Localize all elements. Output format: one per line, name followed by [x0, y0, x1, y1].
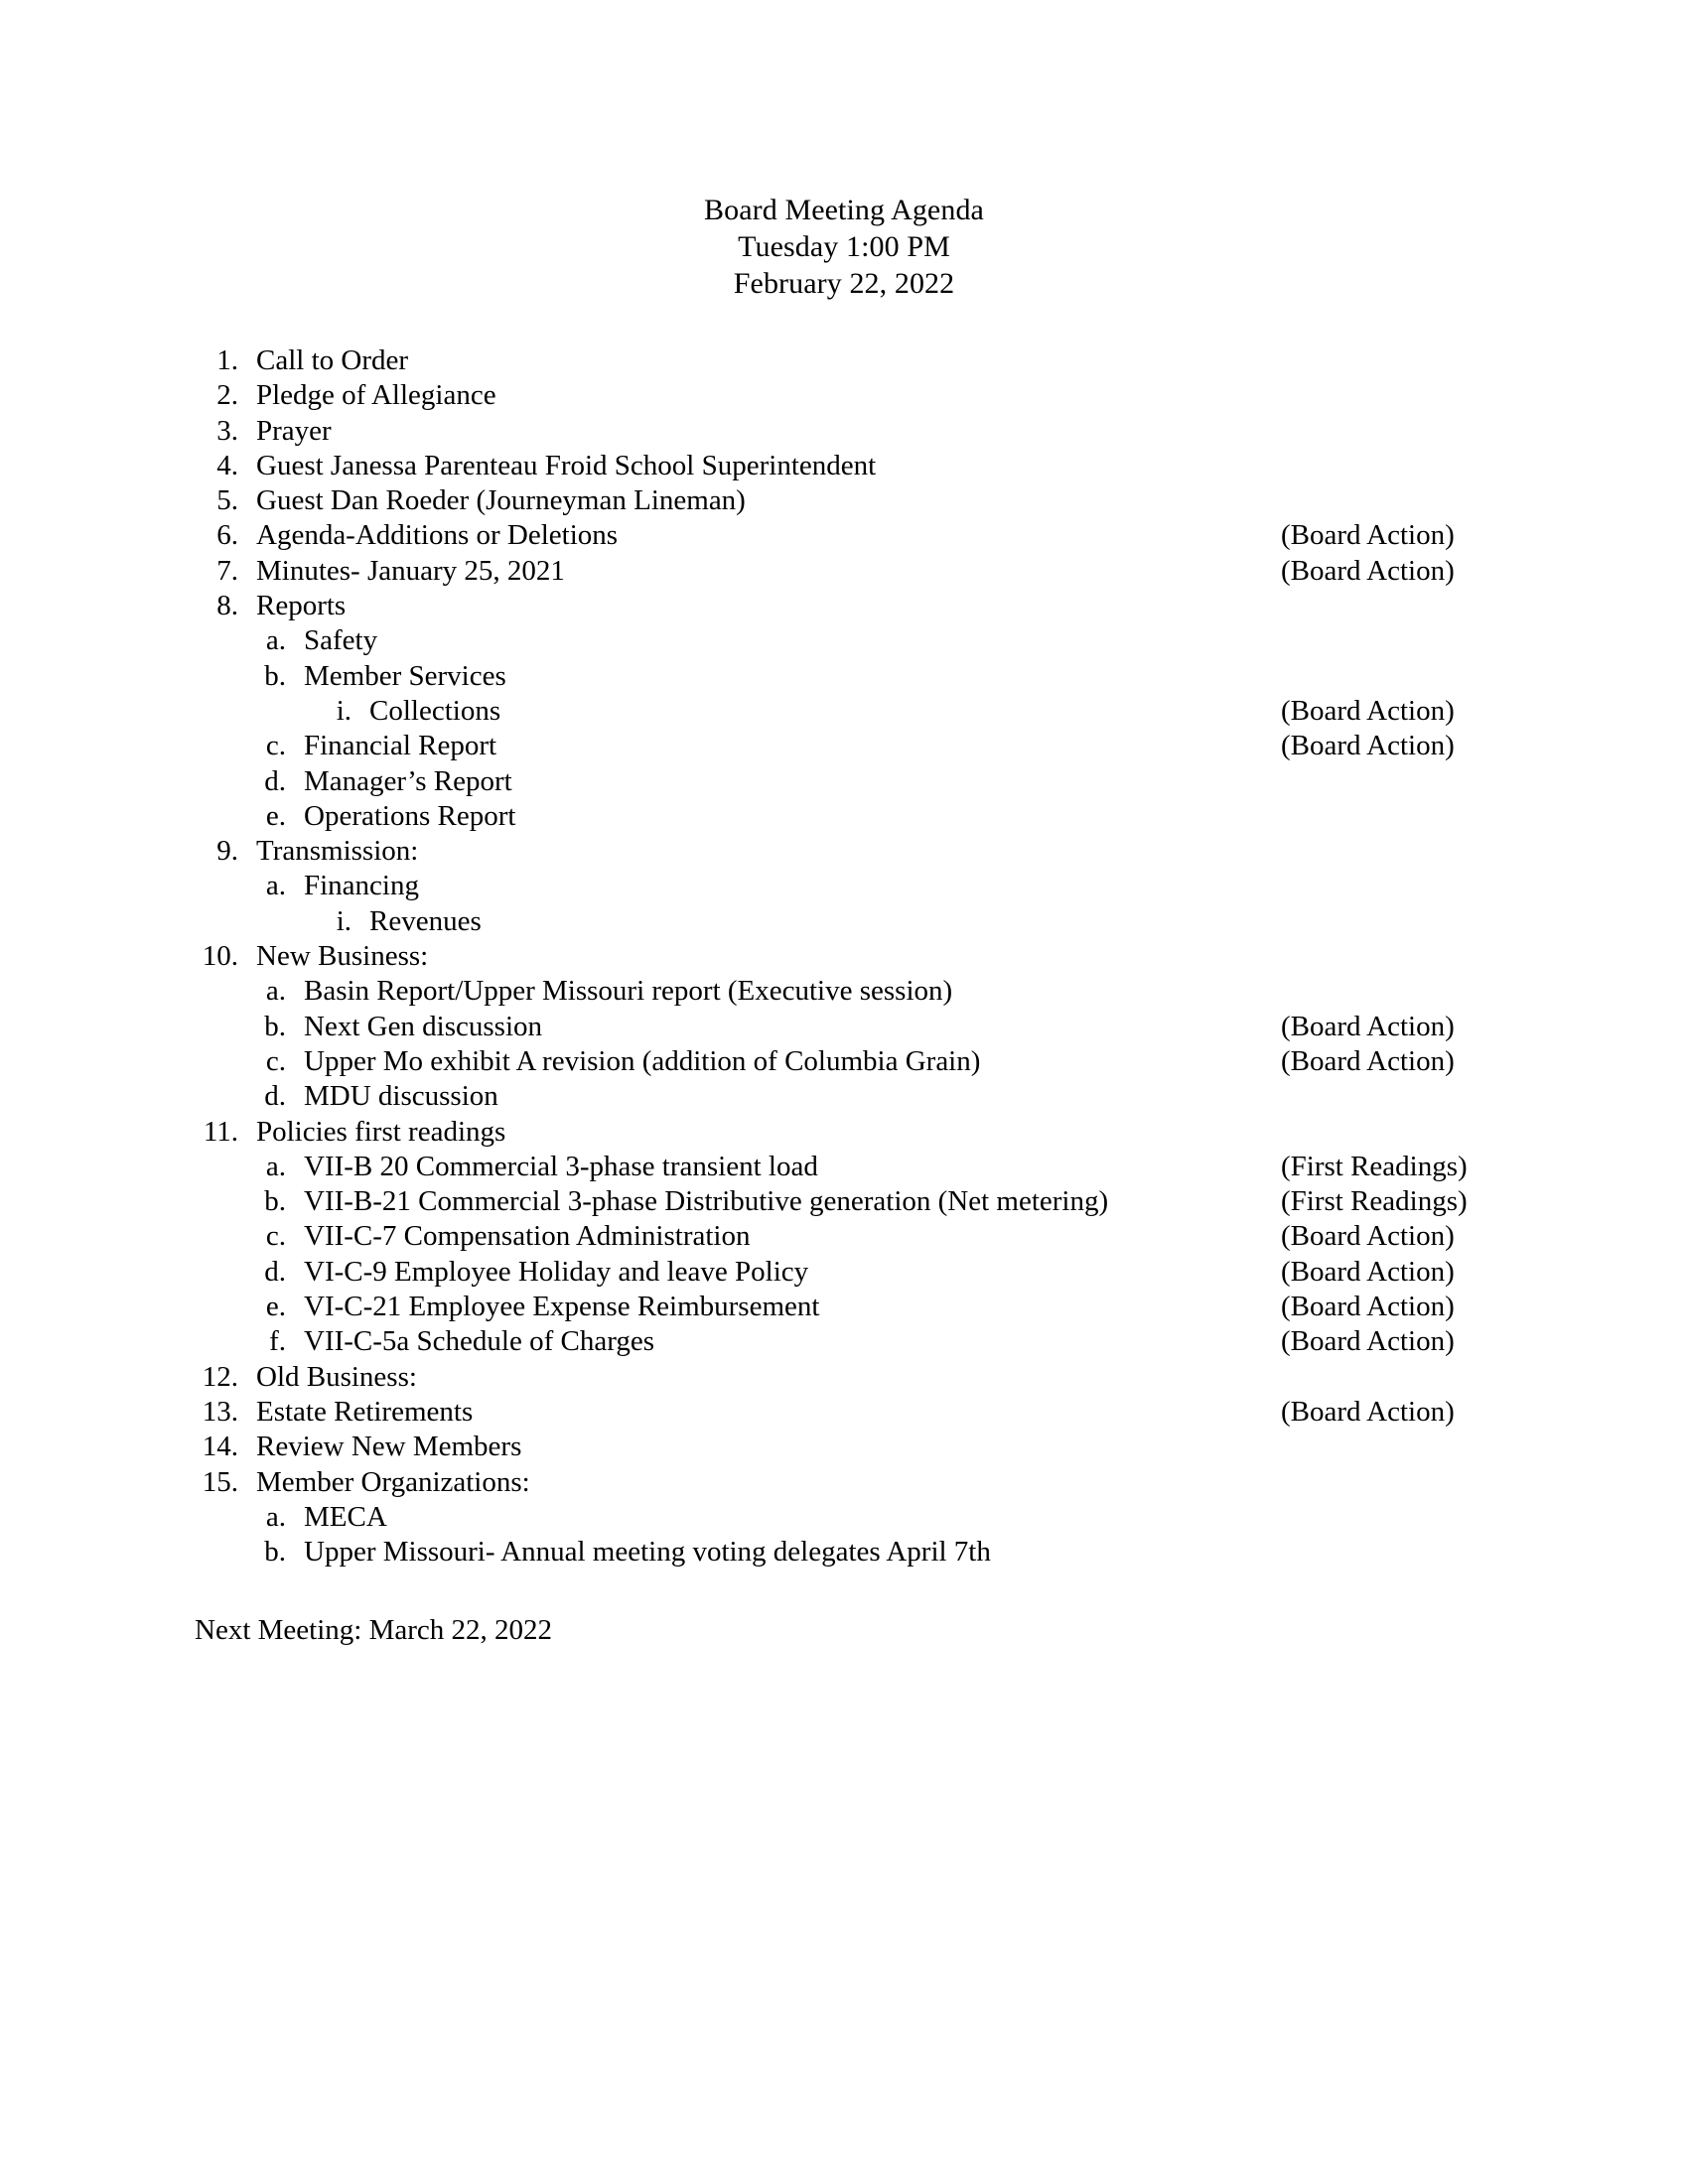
agenda-item-action-note: (Board Action) — [1281, 1395, 1455, 1428]
agenda-item-marker: 1. — [216, 344, 238, 376]
agenda-item — [0, 1044, 1688, 1079]
agenda-item-label: Reports — [256, 590, 347, 622]
agenda-item-marker: 6. — [216, 519, 238, 552]
agenda-item — [0, 974, 1688, 1009]
agenda-item-marker: 13. — [202, 1395, 238, 1428]
agenda-item-marker: 3. — [216, 414, 238, 447]
agenda-item — [0, 694, 1688, 729]
agenda-item-marker: 9. — [216, 835, 238, 868]
meeting-date: February 22, 2022 — [733, 267, 955, 300]
agenda-item — [0, 1184, 1688, 1219]
agenda-item-marker: b. — [264, 659, 286, 692]
agenda-item-marker: d. — [264, 764, 286, 797]
agenda-item-marker: d. — [264, 1255, 286, 1288]
agenda-item — [0, 1079, 1688, 1114]
agenda-item-label: Safety — [304, 624, 378, 657]
agenda-item — [0, 799, 1688, 834]
agenda-item-label: Collections — [369, 694, 501, 727]
agenda-item-marker: b. — [264, 1536, 286, 1569]
agenda-item-action-note: (Board Action) — [1281, 554, 1455, 587]
agenda-item-label: Minutes- January 25, 2021 — [256, 554, 565, 587]
agenda-item — [0, 1150, 1688, 1184]
agenda-item-label: Basin Report/Upper Missouri report (Executive session) — [304, 975, 953, 1008]
agenda-item — [0, 1360, 1688, 1395]
meeting-time: Tuesday 1:00 PM — [738, 230, 950, 263]
agenda-item-action-note: (Board Action) — [1281, 1291, 1455, 1323]
agenda-item-label: Revenues — [369, 904, 482, 937]
agenda-item-label: Financial Report — [304, 730, 497, 762]
agenda-item — [0, 659, 1688, 694]
agenda-item-label: Pledge of Allegiance — [256, 379, 496, 412]
agenda-item — [0, 483, 1688, 518]
agenda-item-label: VII-B 20 Commercial 3-phase transient load — [304, 1150, 818, 1182]
agenda-item-marker: c. — [265, 1044, 286, 1077]
agenda-item-label: Transmission: — [256, 835, 419, 868]
agenda-item — [0, 1430, 1688, 1464]
agenda-item — [0, 1219, 1688, 1254]
agenda-item-label: VII-B-21 Commercial 3-phase Distributive generation (Net metering) — [304, 1185, 1109, 1218]
agenda-item-label: Financing — [304, 870, 419, 902]
agenda-item-marker: a. — [265, 975, 286, 1008]
agenda-item-label: VII-C-7 Compensation Administration — [304, 1220, 751, 1253]
agenda-item-label: Prayer — [256, 414, 332, 447]
agenda-item-label: Next Gen discussion — [304, 1010, 543, 1042]
agenda-item — [0, 1290, 1688, 1324]
agenda-item-label: VI-C-9 Employee Holiday and leave Policy — [304, 1255, 809, 1288]
agenda-item — [0, 904, 1688, 939]
agenda-item-action-note: (Board Action) — [1281, 1010, 1455, 1042]
agenda-item-marker: c. — [265, 1220, 286, 1253]
agenda-item-marker: d. — [264, 1080, 286, 1113]
agenda-item-marker: i. — [336, 904, 352, 937]
agenda-item-action-note: (Board Action) — [1281, 694, 1455, 727]
agenda-item-action-note: (Board Action) — [1281, 1255, 1455, 1288]
agenda-item-marker: 2. — [216, 379, 238, 412]
agenda-item-label: Agenda-Additions or Deletions — [256, 519, 619, 552]
agenda-list — [0, 343, 1688, 1570]
agenda-item-label: VI-C-21 Employee Expense Reimbursement — [304, 1291, 820, 1323]
agenda-item-label: Operations Report — [304, 799, 516, 832]
agenda-item-marker: c. — [265, 730, 286, 762]
agenda-item — [0, 1115, 1688, 1150]
agenda-item — [0, 729, 1688, 763]
agenda-item-action-note: (Board Action) — [1281, 1044, 1455, 1077]
agenda-item-marker: 5. — [216, 484, 238, 517]
agenda-item — [0, 378, 1688, 413]
agenda-item — [0, 554, 1688, 589]
agenda-item — [0, 518, 1688, 553]
document-header — [0, 0, 1688, 302]
agenda-item-label: Member Services — [304, 659, 506, 692]
page-title: Board Meeting Agenda — [704, 194, 984, 226]
agenda-item — [0, 1324, 1688, 1359]
agenda-item-marker: a. — [265, 624, 286, 657]
agenda-item-label: Guest Janessa Parenteau Froid School Superintendent — [256, 449, 877, 481]
agenda-item-marker: a. — [265, 870, 286, 902]
agenda-item — [0, 623, 1688, 658]
agenda-item-label: New Business: — [256, 940, 429, 973]
agenda-item — [0, 834, 1688, 869]
agenda-item — [0, 869, 1688, 903]
agenda-item-label: Review New Members — [256, 1431, 522, 1463]
agenda-item-marker: e. — [265, 799, 286, 832]
agenda-item — [0, 1465, 1688, 1500]
agenda-item-label: Policies first readings — [256, 1115, 506, 1148]
agenda-item-marker: 11. — [203, 1115, 238, 1148]
agenda-item-marker: a. — [265, 1150, 286, 1182]
agenda-item-marker: b. — [264, 1185, 286, 1218]
agenda-item-marker: 4. — [216, 449, 238, 481]
agenda-item-label: Upper Mo exhibit A revision (addition of Columbia Grain) — [304, 1044, 981, 1077]
agenda-item-label: Old Business: — [256, 1360, 417, 1393]
agenda-item-label: Guest Dan Roeder (Journeyman Lineman) — [256, 484, 746, 517]
agenda-item-marker: 10. — [202, 940, 238, 973]
agenda-item-label: Member Organizations: — [256, 1465, 530, 1498]
agenda-item-marker: b. — [264, 1010, 286, 1042]
agenda-item-label: Manager’s Report — [304, 764, 512, 797]
agenda-item-label: MECA — [304, 1500, 387, 1533]
agenda-item-marker: f. — [269, 1325, 286, 1358]
agenda-item-action-note: (Board Action) — [1281, 1325, 1455, 1358]
agenda-item-marker: 12. — [202, 1360, 238, 1393]
agenda-item — [0, 1395, 1688, 1430]
agenda-item — [0, 1500, 1688, 1535]
agenda-item-action-note: (Board Action) — [1281, 730, 1455, 762]
agenda-item — [0, 764, 1688, 799]
agenda-item-marker: 7. — [216, 554, 238, 587]
agenda-item — [0, 939, 1688, 974]
agenda-item — [0, 414, 1688, 449]
agenda-item — [0, 589, 1688, 623]
agenda-item-marker: 15. — [202, 1465, 238, 1498]
agenda-item-action-note: (First Readings) — [1281, 1150, 1468, 1182]
agenda-item-marker: 14. — [202, 1431, 238, 1463]
agenda-item-action-note: (First Readings) — [1281, 1185, 1468, 1218]
agenda-item-marker: a. — [265, 1500, 286, 1533]
agenda-item — [0, 343, 1688, 378]
agenda-item — [0, 1255, 1688, 1290]
agenda-item-marker: 8. — [216, 590, 238, 622]
agenda-item-marker: i. — [336, 694, 352, 727]
agenda-item-label: Upper Missouri- Annual meeting voting delegates April 7th — [304, 1536, 991, 1569]
agenda-item-label: MDU discussion — [304, 1080, 498, 1113]
agenda-item-action-note: (Board Action) — [1281, 1220, 1455, 1253]
agenda-item-label: Call to Order — [256, 344, 409, 376]
agenda-item-action-note: (Board Action) — [1281, 519, 1455, 552]
agenda-item — [0, 449, 1688, 483]
agenda-item-label: Estate Retirements — [256, 1395, 474, 1428]
agenda-item — [0, 1535, 1688, 1570]
agenda-item-marker: e. — [265, 1291, 286, 1323]
agenda-item — [0, 1010, 1688, 1044]
agenda-item-label: VII-C-5a Schedule of Charges — [304, 1325, 654, 1358]
next-meeting-note: Next Meeting: March 22, 2022 — [195, 1614, 553, 1647]
